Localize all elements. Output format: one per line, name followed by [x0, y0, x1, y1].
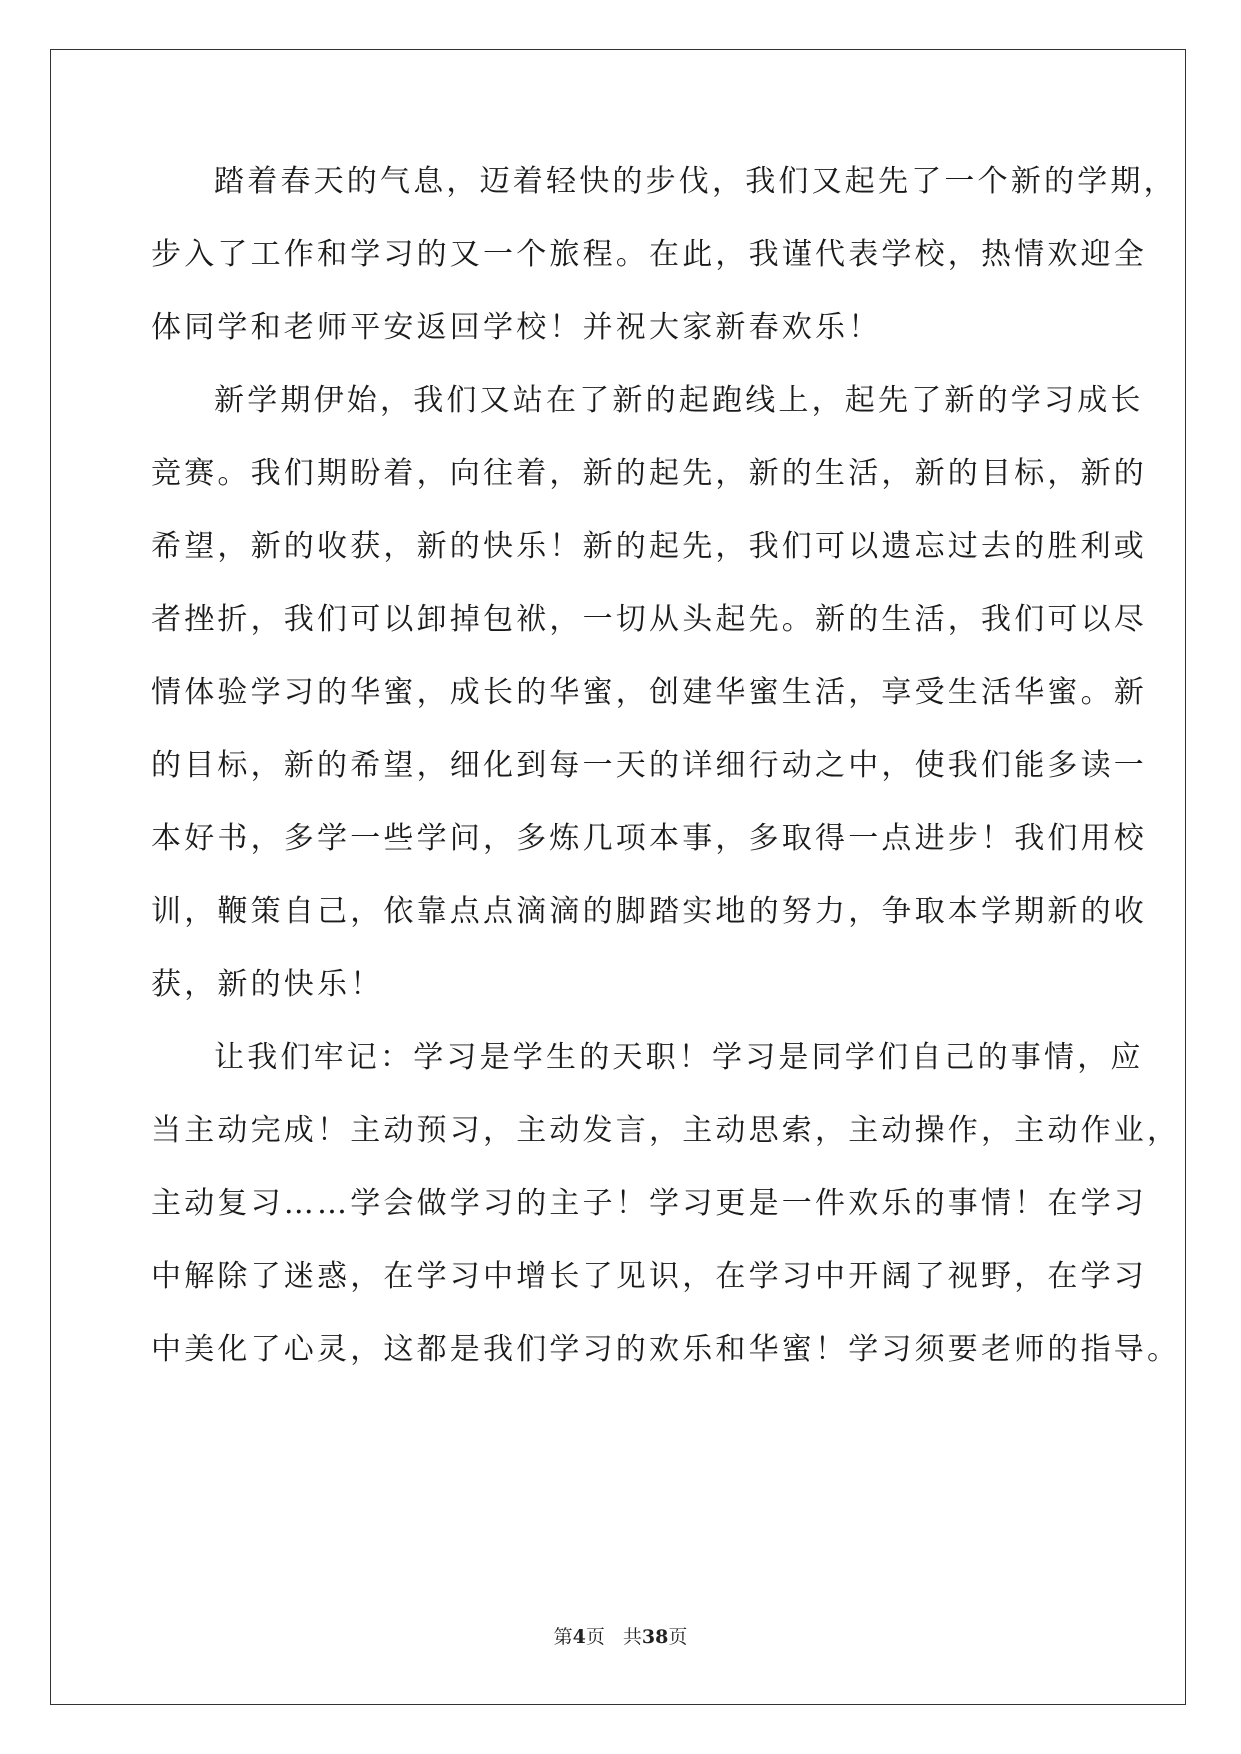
text-line: 中解除了迷惑，在学习中增长了见识，在学习中开阔了视野，在学习 [151, 1259, 1147, 1294]
text-line: 本好书，多学一些学问，多炼几项本事，多取得一点进步！我们用校 [151, 821, 1147, 856]
total-suffix: 页 [668, 1626, 688, 1648]
total-pages: 38 [641, 1626, 669, 1648]
text-line: 训，鞭策自己，依靠点点滴滴的脚踏实地的努力，争取本学期新的收 [151, 894, 1147, 929]
text-line: 踏着春天的气息，迈着轻快的步伐，我们又起先了一个新的学期， [214, 164, 1177, 199]
page-number: 4 [572, 1626, 586, 1648]
text-line: 体同学和老师平安返回学校！并祝大家新春欢乐！ [151, 310, 882, 345]
text-line: 的目标，新的希望，细化到每一天的详细行动之中，使我们能多读一 [151, 748, 1147, 783]
text-line: 者挫折，我们可以卸掉包袱，一切从头起先。新的生活，我们可以尽 [151, 602, 1147, 637]
text-line: 获，新的快乐！ [151, 967, 384, 1002]
page-prefix: 第 [553, 1626, 573, 1648]
text-line: 中美化了心灵，这都是我们学习的欢乐和华蜜！学习须要老师的指导。 [151, 1332, 1181, 1367]
page-border [50, 49, 1186, 1705]
text-line: 希望，新的收获，新的快乐！新的起先，我们可以遗忘过去的胜利或 [151, 529, 1147, 564]
page-footer [0, 1622, 1241, 1649]
page-suffix: 页 [585, 1626, 605, 1648]
text-line: 步入了工作和学习的又一个旅程。在此，我谨代表学校，热情欢迎全 [151, 237, 1147, 272]
total-prefix: 共 [622, 1626, 642, 1648]
text-line: 竞赛。我们期盼着，向往着，新的起先，新的生活，新的目标，新的 [151, 456, 1147, 491]
text-line: 当主动完成！主动预习，主动发言，主动思索，主动操作，主动作业， [151, 1113, 1181, 1148]
text-line: 情体验学习的华蜜，成长的华蜜，创建华蜜生活，享受生活华蜜。新 [151, 675, 1147, 710]
text-line: 新学期伊始，我们又站在了新的起跑线上，起先了新的学习成长 [214, 383, 1144, 418]
text-line: 让我们牢记：学习是学生的天职！学习是同学们自己的事情，应 [214, 1040, 1144, 1075]
text-line: 主动复习……学会做学习的主子！学习更是一件欢乐的事情！在学习 [151, 1186, 1147, 1221]
